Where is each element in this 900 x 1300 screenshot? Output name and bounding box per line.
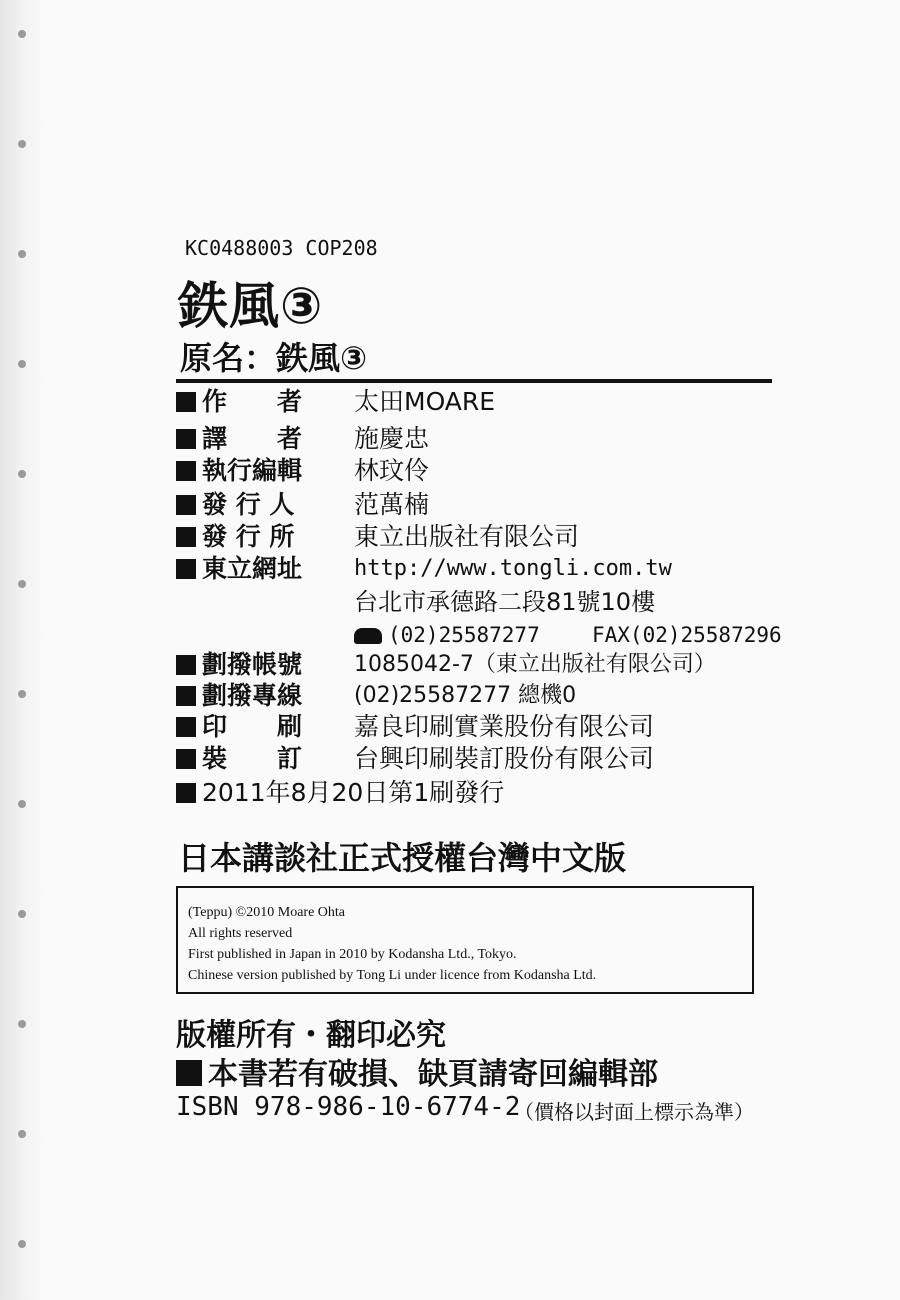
credit-label: 劃撥專線	[202, 681, 303, 710]
square-bullet-icon	[176, 655, 196, 675]
square-bullet-icon	[176, 717, 196, 737]
credit-label: 執行編輯	[202, 456, 303, 485]
fax-number: FAX(02)25587296	[592, 623, 782, 647]
original-title: 原名：鉄風③	[180, 339, 368, 377]
website-url: http://www.tongli.com.tw	[354, 556, 672, 581]
credit-label: 作 者	[202, 387, 303, 416]
rights-notice: 版權所有・翻印必究	[176, 1018, 446, 1053]
isbn-number: ISBN 978-986-10-6774-2	[176, 1092, 521, 1122]
credit-value: 范萬楠	[354, 490, 430, 519]
phone-icon	[354, 628, 382, 644]
binding-hole	[18, 1020, 26, 1028]
binding-hole	[18, 1240, 26, 1248]
credit-label: 東立網址	[202, 554, 303, 583]
credit-value: 東立出版社有限公司	[354, 522, 580, 551]
binding-edge	[0, 0, 44, 1300]
credit-value: 林玟伶	[354, 456, 430, 485]
copyright-line: All rights reserved	[188, 926, 293, 941]
binding-hole	[18, 910, 26, 918]
credit-label: 劃撥帳號	[202, 650, 303, 679]
credit-value: 施慶忠	[354, 424, 430, 453]
credit-value: 1085042-7（東立出版社有限公司）	[354, 652, 716, 677]
address: 台北市承德路二段81號10樓	[354, 588, 656, 616]
credit-label: 發 行 人	[202, 490, 295, 519]
isbn-line	[176, 1092, 754, 1124]
square-bullet-icon	[176, 783, 196, 803]
price-note: （價格以封面上標示為準）	[514, 1100, 754, 1124]
credit-value: (02)25587277 總機0	[354, 683, 577, 708]
credit-label: 印 刷	[202, 712, 303, 741]
damage-notice: 本書若有破損、缺頁請寄回編輯部	[176, 1049, 658, 1093]
square-bullet-icon	[176, 686, 196, 706]
binding-hole	[18, 690, 26, 698]
copyright-line: First published in Japan in 2010 by Kodansha Ltd., Tokyo.	[188, 947, 517, 962]
binding-hole	[18, 140, 26, 148]
square-bullet-icon	[176, 392, 196, 412]
credit-label: 裝 訂	[202, 744, 303, 773]
phone-number: (02)25587277	[388, 623, 540, 647]
square-bullet-icon	[176, 495, 196, 515]
binding-hole	[18, 470, 26, 478]
binding-hole	[18, 360, 26, 368]
square-bullet-icon	[176, 429, 196, 449]
copyright-box	[176, 886, 754, 994]
binding-hole	[18, 800, 26, 808]
binding-hole	[18, 1130, 26, 1138]
credit-label: 發 行 所	[202, 522, 295, 551]
binding-hole	[18, 580, 26, 588]
catalog-code: KC0488003 COP208	[185, 236, 378, 260]
contact-line	[354, 620, 784, 650]
binding-hole	[18, 30, 26, 38]
square-bullet-icon	[176, 1060, 202, 1086]
credit-value: 台興印刷裝訂股份有限公司	[354, 744, 655, 773]
copyright-line: (Teppu) ©2010 Moare Ohta	[188, 905, 346, 920]
publication-date: 2011年8月20日第1刷發行	[176, 773, 504, 809]
binding-hole	[18, 250, 26, 258]
credit-label: 譯 者	[202, 424, 303, 453]
divider	[176, 379, 772, 383]
authorization-notice: 日本講談社正式授權台灣中文版	[178, 839, 627, 877]
square-bullet-icon	[176, 461, 196, 481]
credit-value: 太田MOARE	[354, 387, 496, 416]
square-bullet-icon	[176, 559, 196, 579]
square-bullet-icon	[176, 527, 196, 547]
square-bullet-icon	[176, 749, 196, 769]
book-title: 鉄風③	[178, 277, 324, 335]
copyright-line: Chinese version published by Tong Li under licence from Kodansha Ltd.	[188, 968, 597, 983]
credit-value: 嘉良印刷實業股份有限公司	[354, 712, 655, 741]
